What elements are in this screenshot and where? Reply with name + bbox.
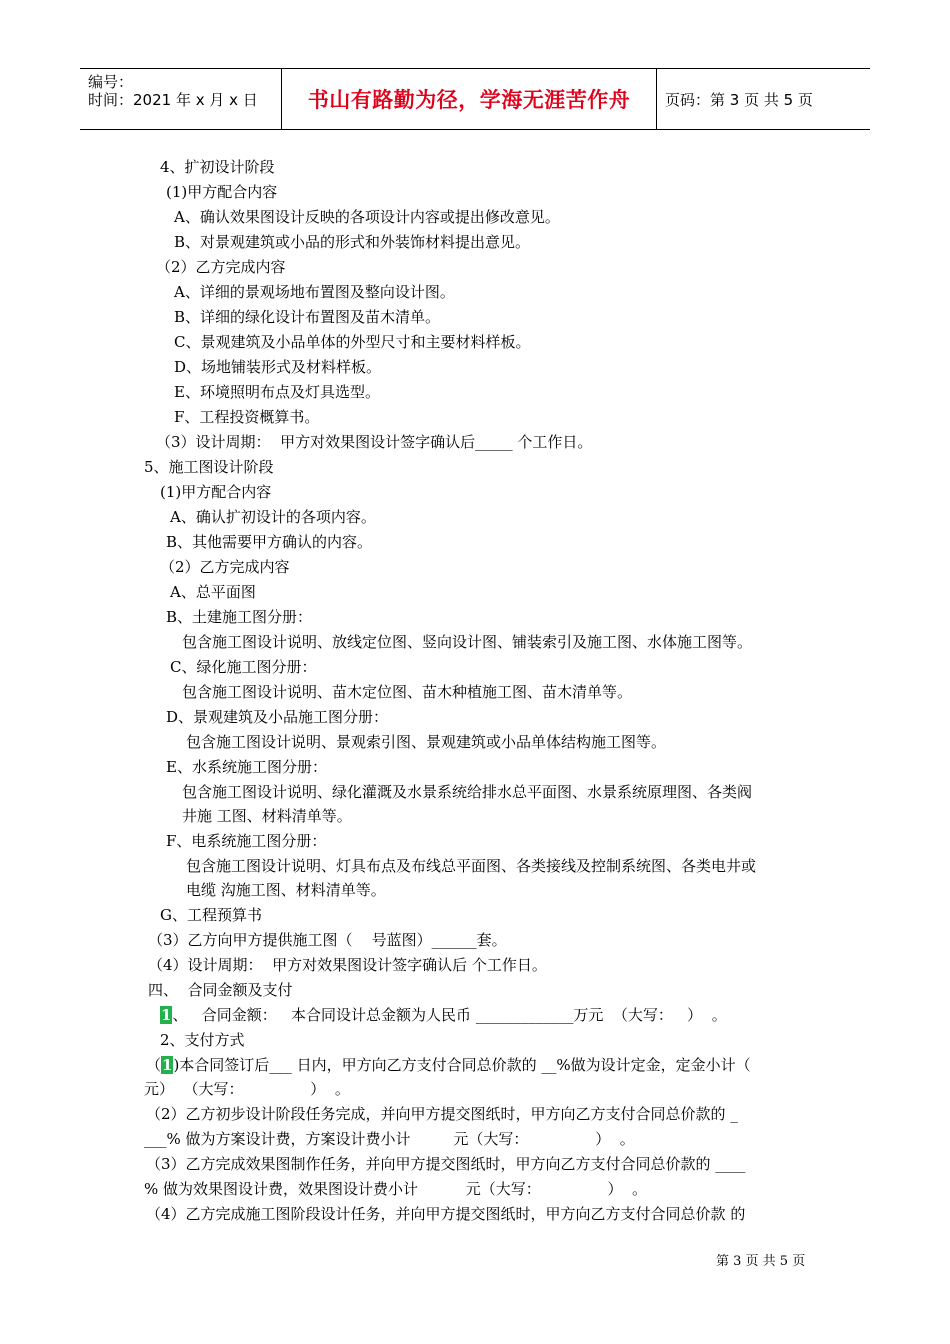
header-motto <box>281 69 657 129</box>
paragraph-line <box>160 1005 727 1025</box>
highlight-marker: 1 <box>162 1056 173 1074</box>
list-item: G、工程预算书 <box>160 906 262 924</box>
subsection-heading: （2）乙方完成内容 <box>160 558 290 576</box>
section-heading: 4、扩初设计阶段 <box>160 158 275 176</box>
list-item: A、总平面图 <box>170 583 256 601</box>
paragraph-line: （2）乙方初步设计阶段任务完成，并向甲方提交图纸时，甲方向乙方支付合同总价款的 _ <box>146 1105 738 1123</box>
page-footer: 第 3 页 共 5 页 <box>716 1254 806 1269</box>
paragraph-line: 元） （大写： ） 。 <box>144 1080 350 1098</box>
paragraph-line: ___% 做为方案设计费，方案设计费小计 元（大写： ） 。 <box>144 1130 635 1148</box>
list-item: C、景观建筑及小品单体的外型尺寸和主要材料样板。 <box>174 333 531 351</box>
section-heading: 5、施工图设计阶段 <box>144 458 274 476</box>
paragraph-line: % 做为效果图设计费，效果图设计费小计 元（大写： ） 。 <box>144 1180 647 1198</box>
paragraph-line: （4）设计周期： 甲方对效果图设计签字确认后 个工作日。 <box>148 956 547 974</box>
highlight-marker: 1 <box>161 1006 172 1024</box>
paragraph-line: 包含施工图设计说明、苗木定位图、苗木种植施工图、苗木清单等。 <box>182 683 633 701</box>
list-item: D、场地铺装形式及材料样板。 <box>174 358 382 376</box>
line-text: 、 合同金额： 本合同设计总金额为人民币 _____________万元 （大写： ） 。 <box>172 1006 727 1024</box>
line-text: )本合同签订后___ 日内，甲方向乙方支付合同总价款的 __%做为设计定金，定金小计（ <box>173 1056 751 1074</box>
section-heading: 四、 合同金额及支付 <box>148 981 293 999</box>
subsection-heading: (1)甲方配合内容 <box>166 183 278 201</box>
list-item: B、其他需要甲方确认的内容。 <box>166 533 373 551</box>
subsection-heading: (1)甲方配合内容 <box>160 483 272 501</box>
paragraph-line <box>146 1055 751 1075</box>
paragraph-line: （3）设计周期： 甲方对效果图设计签字确认后_____ 个工作日。 <box>156 433 593 451</box>
paragraph-line: 井施 工图、材料清单等。 <box>182 807 352 825</box>
list-item: D、景观建筑及小品施工图分册： <box>166 708 389 726</box>
paragraph-line: 包含施工图设计说明、灯具布点及布线总平面图、各类接线及控制系统图、各类电井或 <box>186 857 757 875</box>
header-page-code <box>656 69 870 129</box>
page-code-text: 页码：第 3 页 共 5 页 <box>665 90 813 109</box>
list-item: B、详细的绿化设计布置图及苗木清单。 <box>174 308 441 326</box>
serial-label: 编号： <box>88 73 134 91</box>
subsection-heading: 2、支付方式 <box>160 1031 245 1049</box>
paragraph-line: 包含施工图设计说明、景观索引图、景观建筑或小品单体结构施工图等。 <box>186 733 667 751</box>
subsection-heading: （2）乙方完成内容 <box>156 258 286 276</box>
list-item: E、水系统施工图分册： <box>166 758 327 776</box>
list-item: A、确认扩初设计的各项内容。 <box>170 508 376 526</box>
page-header <box>80 68 870 130</box>
paragraph-line: 包含施工图设计说明、放线定位图、竖向设计图、铺装索引及施工图、水体施工图等。 <box>182 633 753 651</box>
list-item: F、电系统施工图分册： <box>166 832 327 850</box>
list-item: A、详细的景观场地布置图及整向设计图。 <box>174 283 455 301</box>
paragraph-line: （3）乙方完成效果图制作任务，并向甲方提交图纸时，甲方向乙方支付合同总价款的 ____ <box>146 1155 746 1173</box>
line-prefix: （ <box>146 1056 162 1074</box>
paragraph-line: （4）乙方完成施工图阶段设计任务，并向甲方提交图纸时，甲方向乙方支付合同总价款 的 <box>146 1205 746 1223</box>
list-item: F、工程投资概算书。 <box>174 408 320 426</box>
paragraph-line: （3）乙方向甲方提供施工图（ 号蓝图）______套。 <box>148 931 507 949</box>
list-item: E、环境照明布点及灯具选型。 <box>174 383 380 401</box>
list-item: A、确认效果图设计反映的各项设计内容或提出修改意见。 <box>174 208 560 226</box>
header-meta <box>80 69 281 129</box>
list-item: B、土建施工图分册： <box>166 608 313 626</box>
motto-text: 书山有路勤为径，学海无涯苦作舟 <box>307 88 631 112</box>
paragraph-line: 包含施工图设计说明、绿化灌溉及水景系统给排水总平面图、水景系统原理图、各类阀 <box>182 783 753 801</box>
paragraph-line: 电缆 沟施工图、材料清单等。 <box>186 881 386 899</box>
list-item: B、对景观建筑或小品的形式和外装饰材料提出意见。 <box>174 233 531 251</box>
list-item: C、绿化施工图分册： <box>170 658 317 676</box>
time-label: 时间：2021 年 x 月 x 日 <box>88 91 258 109</box>
